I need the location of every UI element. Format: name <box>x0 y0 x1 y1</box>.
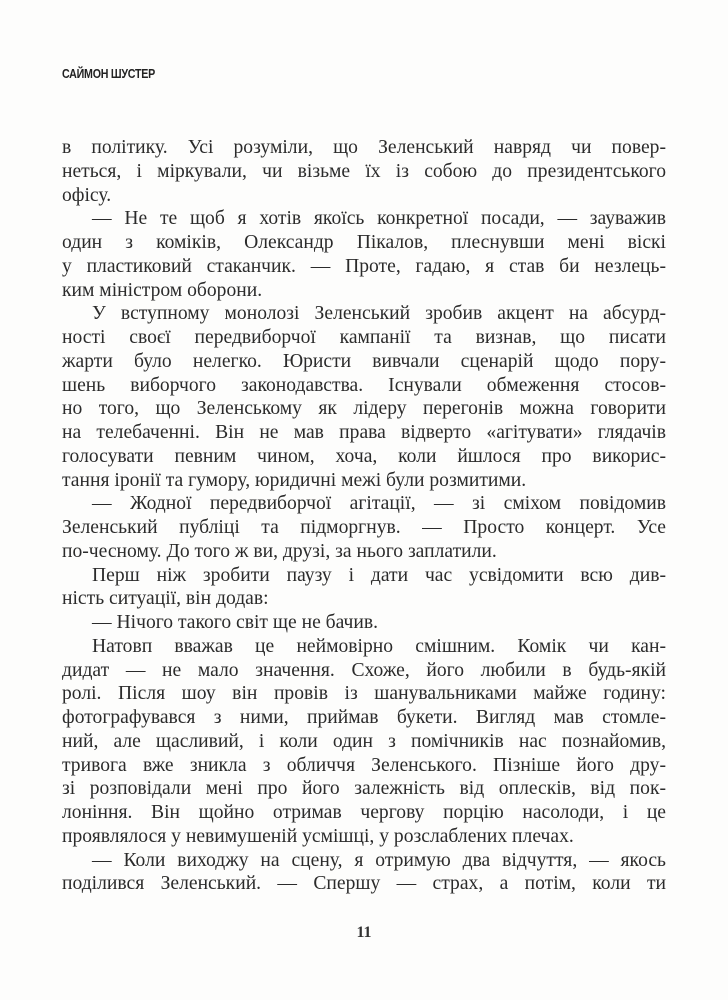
body-text <box>62 136 666 896</box>
text-line: поділився Зеленський. — Спершу — страх, а потім, коли ти <box>62 873 666 895</box>
text-line: — Нічого такого світ ще не бачив. <box>92 612 379 633</box>
text-line: ний, але щасливий, і коли один з помічників нас познайомив, <box>62 730 666 752</box>
text-line: зі розповідали мені про його залежність від оплесків, від пок- <box>62 778 666 800</box>
text-line: шень виборчого законодавства. Існували обмеження стосов- <box>62 374 666 396</box>
page-number: 11 <box>356 924 372 941</box>
text-line: ності своєї передвиборчої кампанії та визнав, що писати <box>62 327 666 348</box>
text-line: ким міністром оборони. <box>62 279 263 301</box>
text-line: неться, і міркували, чи візьме їх із собою до президентського <box>62 160 666 182</box>
text-line: ролі. Після шоу він провів із шанувальниками майже годину: <box>62 683 666 705</box>
text-line: тривога вже зникла з обличчя Зеленського. Пізніше його дру- <box>62 754 666 776</box>
text-line: тання іронії та гумору, юридичні межі були розмитими. <box>62 469 527 491</box>
text-line: офісу. <box>62 184 112 206</box>
text-line: жарти було нелегко. Юристи вивчали сценарій щодо пору- <box>62 350 666 372</box>
text-line: лоніння. Він щойно отримав чергову порцію насолоди, і це <box>62 802 666 823</box>
text-line: голосувати певним чином, хоча, коли йшлося про викорис- <box>62 445 666 467</box>
text-line: Зеленський публіці та підморгнув. — Просто концерт. Усе <box>62 517 666 538</box>
text-line: проявлялося у невимушеній усмішці, у розслаблених плечах. <box>62 825 574 847</box>
text-line: но того, що Зеленському як лідеру перегонів можна говорити <box>62 398 666 420</box>
text-line: — Жодної передвиборчої агітації, — зі сміхом повідомив <box>92 493 666 515</box>
text-line: — Коли виходжу на сцену, я отримую два відчуття, — якось <box>92 849 666 871</box>
text-line: один з коміків, Олександр Пікалов, плеснувши мені віскі <box>62 232 666 253</box>
text-line: ність ситуації, він додав: <box>62 588 269 610</box>
text-line: на телебаченні. Він не мав права відверто «агітувати» глядачів <box>62 422 666 443</box>
text-line: дидат — не мало значення. Схоже, його любили в будь-якій <box>62 659 666 681</box>
text-line: Перш ніж зробити паузу і дати час усвідомити всю див- <box>92 564 666 586</box>
text-line: в політику. Усі розуміли, що Зеленський навряд чи повер- <box>62 137 666 158</box>
running-head: САЙМОН ШУСТЕР <box>62 66 155 81</box>
text-line: у пластиковий стаканчик. — Проте, гадаю, я став би незлець- <box>62 255 666 277</box>
text-line: по-чесному. До того ж ви, друзі, за нього заплатили. <box>62 540 497 562</box>
text-line: — Не те щоб я хотів якоїсь конкретної посади, — зауважив <box>92 208 666 230</box>
text-line: Натовп вважав це неймовірно смішним. Комік чи кан- <box>92 635 666 657</box>
text-line: У вступному монолозі Зеленський зробив акцент на абсурд- <box>92 303 666 325</box>
text-line: фотографувався з ними, приймав букети. Вигляд мав стомле- <box>62 707 666 728</box>
